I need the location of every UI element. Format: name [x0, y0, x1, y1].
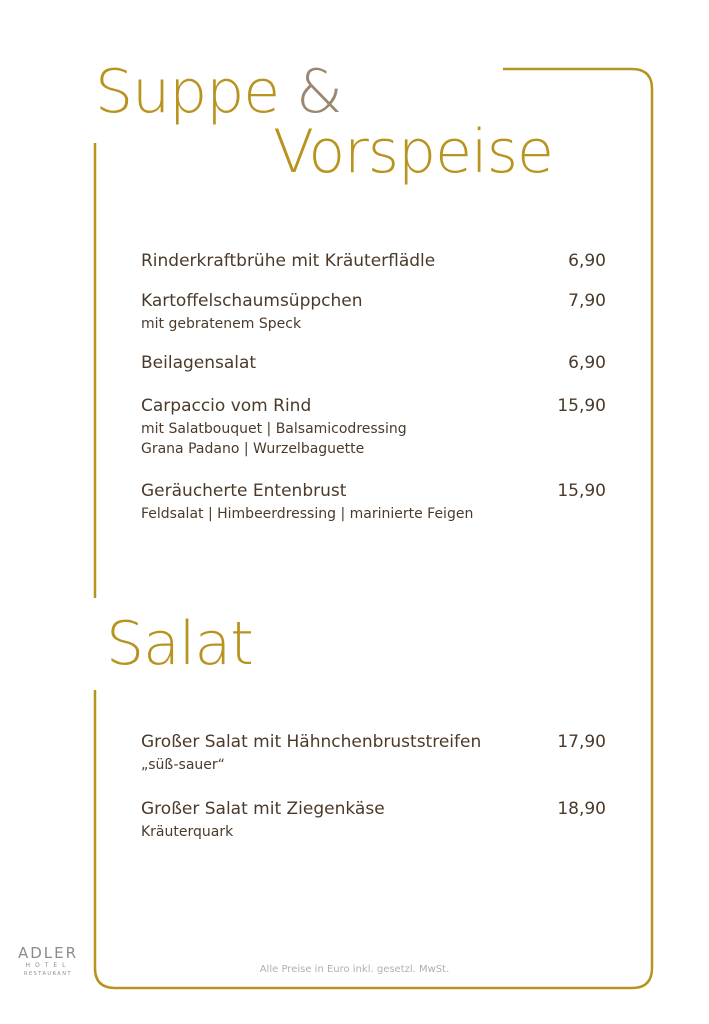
logo-main-text: ADLER	[17, 944, 79, 962]
item-description: Feldsalat | Himbeerdressing | marinierte Feigen	[141, 506, 474, 522]
menu-item	[141, 291, 606, 334]
logo-sub2-text: RESTAURANT	[23, 971, 73, 977]
logo-sub-text: HOTEL	[25, 962, 71, 969]
section-title-soup-word1: Suppe	[95, 57, 280, 127]
menu-item	[141, 799, 606, 842]
section-title-ampersand: &	[296, 57, 342, 127]
item-price: 7,90	[568, 291, 606, 311]
item-name: Carpaccio vom Rind	[141, 396, 312, 416]
price-note: Alle Preise in Euro inkl. gesetzl. MwSt.	[259, 964, 450, 975]
item-price: 18,90	[557, 799, 606, 819]
item-description: Kräuterquark	[141, 824, 234, 840]
section-title-salad: Salat	[106, 609, 253, 679]
item-name: Beilagensalat	[141, 353, 257, 373]
menu-item	[141, 251, 606, 271]
item-name: Kartoffelschaumsüppchen	[141, 291, 363, 311]
item-description: mit gebratenem Speck	[141, 316, 302, 332]
item-price: 15,90	[557, 481, 606, 501]
item-price: 17,90	[557, 732, 606, 752]
item-name: Rinderkraftbrühe mit Kräuterflädle	[141, 251, 436, 271]
item-name: Geräucherte Entenbrust	[141, 481, 347, 501]
item-name: Großer Salat mit Ziegenkäse	[141, 799, 385, 819]
frame-top-right-line	[95, 69, 652, 988]
item-price: 6,90	[568, 251, 606, 271]
menu-item	[141, 396, 606, 459]
item-price: 6,90	[568, 353, 606, 373]
item-description: Grana Padano | Wurzelbaguette	[141, 441, 365, 457]
item-name: Großer Salat mit Hähnchenbruststreifen	[141, 732, 482, 752]
item-price: 15,90	[557, 396, 606, 416]
menu-item	[141, 481, 606, 524]
section-title-soup-word2: Vorspeise	[273, 117, 553, 187]
item-description: „süß-sauer“	[141, 757, 225, 773]
item-description: mit Salatbouquet | Balsamicodressing	[141, 421, 407, 437]
menu-item	[141, 732, 606, 775]
adler-logo	[12, 945, 84, 978]
menu-item	[141, 353, 606, 373]
